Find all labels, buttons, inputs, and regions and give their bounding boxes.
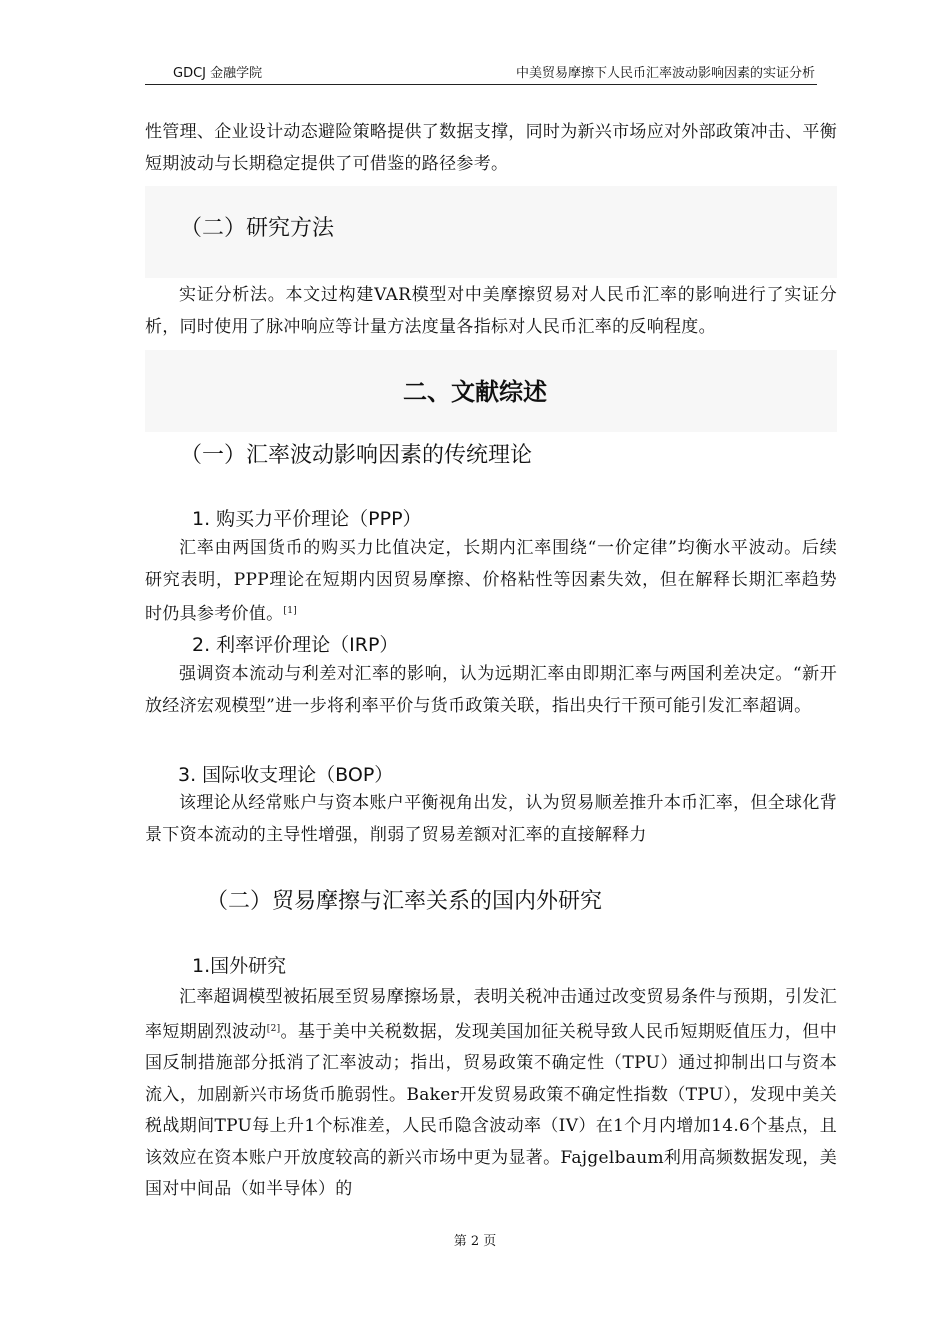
item-title-foreign-research: 1.国外研究 [192, 955, 287, 977]
running-header [145, 66, 817, 85]
page-number: 第 2 页 [453, 1234, 497, 1249]
item-title-ppp: 1. 购买力平价理论（PPP） [192, 508, 422, 530]
section-title: 二、文献综述 [403, 378, 547, 406]
intro-paragraph: 性管理、企业设计动态避险策略提供了数据支撑，同时为新兴市场应对外部政策冲击、平衡短期波动与长期稳定提供了可借鉴的路径参考。 [145, 122, 837, 174]
item-title-irp: 2. 利率评价理论（IRP） [192, 634, 399, 656]
subsection-heading-trade-friction: （二）贸易摩擦与汇率关系的国内外研究 [206, 889, 603, 914]
item-title-bop: 3. 国际收支理论（BOP） [178, 764, 394, 786]
subsection-heading-traditional: （一）汇率波动影响因素的传统理论 [180, 443, 533, 468]
foreign-research-paragraph: 汇率超调模型被拓展至贸易摩擦场景，表明关税冲击通过改变贸易条件与预期，引发汇率短期剧烈波动[2]。基于美中关税数据，发现美国加征关税导致人民币短期贬值压力，但中国反制措施部分抵消了汇率波动；指出，贸易政策不确定性（TPU）通过抑制出口与资本流入，加剧新兴市场货币脆弱性。Baker开发贸易政策不确定性指数（TPU），发现中美关税战期间TPU每上升1个标准差，人民币隐含波动率（IV）在1个月内增加14.6个基点，且该效应在资本账户开放度较高的新兴市场中更为显著。Fajgelbaum利用高频数据发现，美国对中间品（如半导体）的 [145, 987, 837, 1199]
method-heading: （二）研究方法 [180, 216, 335, 241]
header-paper-title: 中美贸易摩擦下人民币汇率波动影响因素的实证分析 [515, 66, 815, 81]
header-institution: GDCJ 金融学院 [173, 66, 263, 81]
method-paragraph: 实证分析法。本文过构建VAR模型对中美摩擦贸易对人民币汇率的影响进行了实证分析，同时使用了脉冲响应等计量方法度量各指标对人民币汇率的反响程度。 [145, 285, 837, 337]
irp-paragraph: 强调资本流动与利差对汇率的影响，认为远期汇率由即期汇率与两国利差决定。“新开放经济宏观模型”进一步将利率平价与货币政策关联，指出央行干预可能引发汇率超调。 [145, 664, 837, 716]
bop-paragraph: 该理论从经常账户与资本账户平衡视角出发，认为贸易顺差推升本币汇率，但全球化背景下资本流动的主导性增强，削弱了贸易差额对汇率的直接解释力 [145, 793, 837, 845]
ppp-paragraph: 汇率由两国货币的购买力比值决定，长期内汇率围绕“一价定律”均衡水平波动。后续研究表明，PPP理论在短期内因贸易摩擦、价格粘性等因素失效，但在解释长期汇率趋势时仍具参考价值。[1] [145, 538, 837, 624]
citation-1[interactable]: [1] [283, 606, 298, 616]
citation-2[interactable]: [2] [266, 1023, 281, 1034]
